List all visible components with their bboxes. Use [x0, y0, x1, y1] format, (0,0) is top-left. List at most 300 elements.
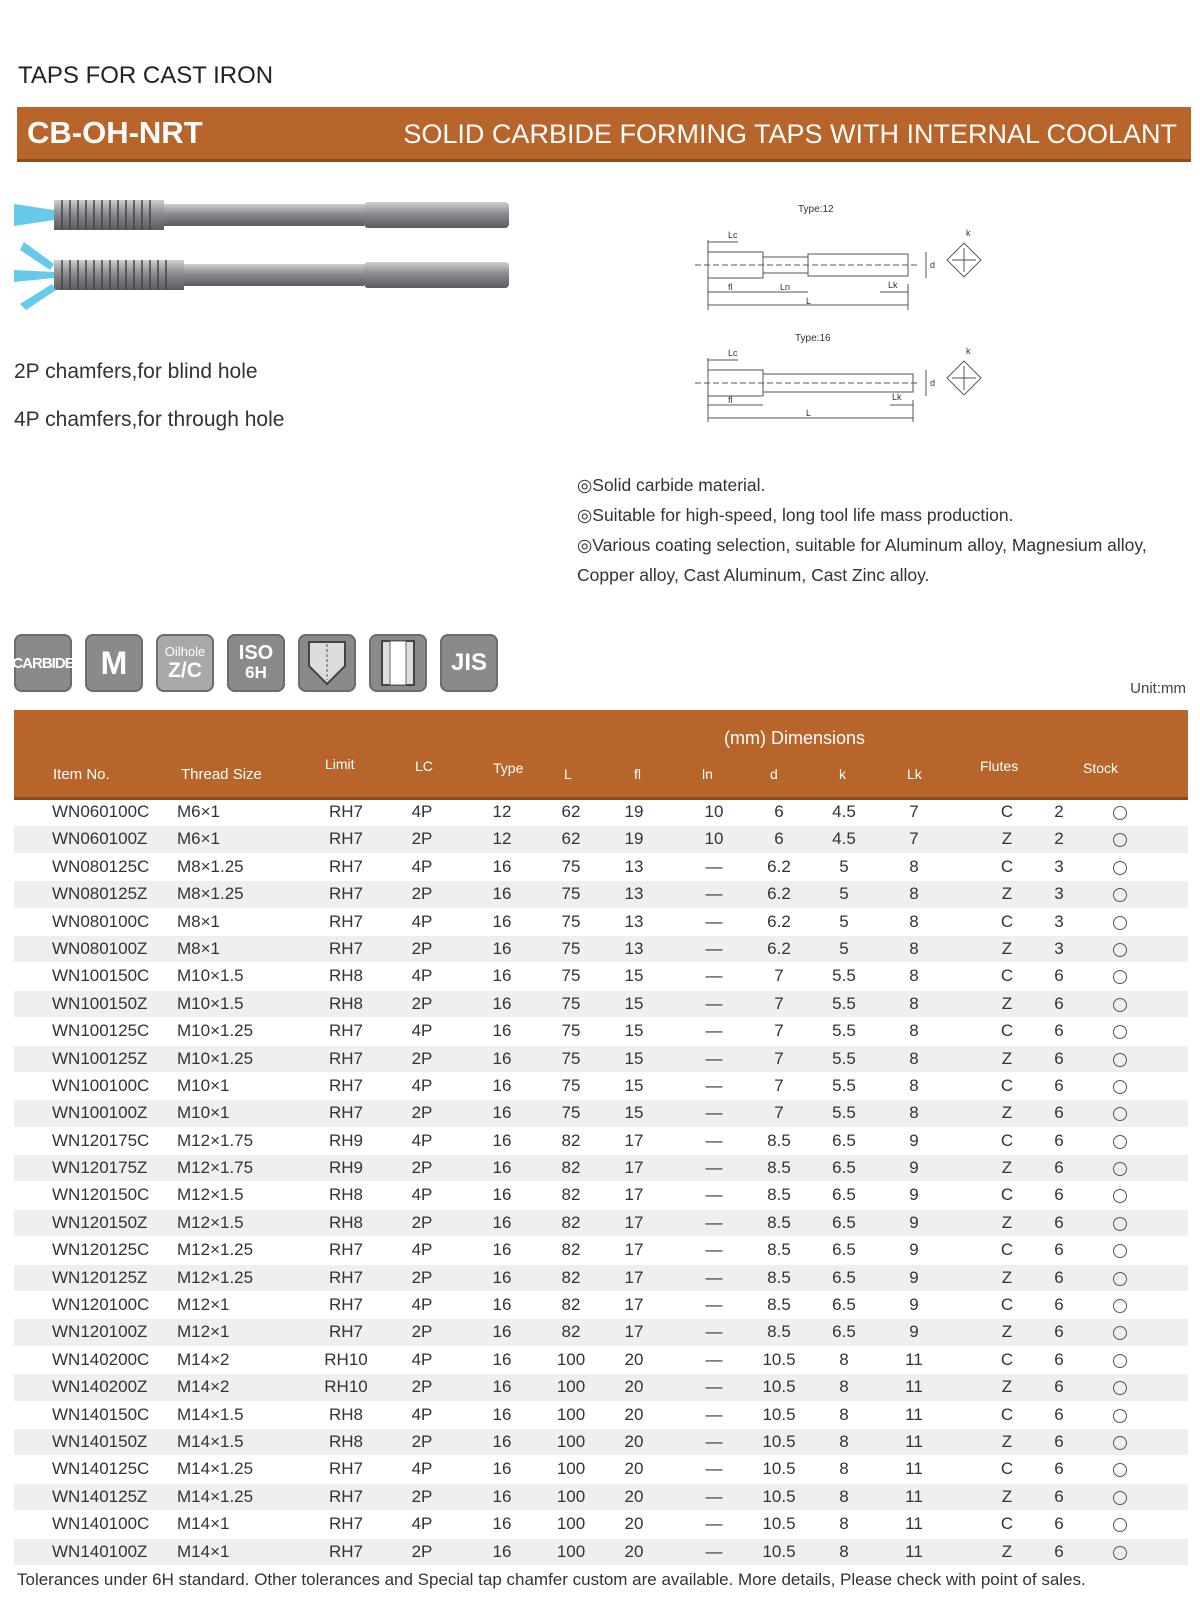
table-cell: 8.5	[767, 1240, 791, 1260]
table-cell: RH7	[328, 1048, 364, 1068]
table-cell: 6	[1054, 1404, 1064, 1424]
table-cell: M8×1.25	[177, 884, 244, 904]
table-cell: 8	[839, 1404, 849, 1424]
table-cell: 6	[1054, 1486, 1064, 1506]
table-cell: WN120175C	[52, 1130, 150, 1150]
table-cell: 16	[492, 1130, 512, 1150]
stock-circle-icon	[1113, 1135, 1127, 1149]
table-cell: 7	[774, 993, 784, 1013]
stock-circle-icon	[1113, 1491, 1127, 1505]
table-cell: 16	[492, 1048, 512, 1068]
table-cell: 10.5	[762, 1431, 796, 1451]
label-ln: Ln	[780, 282, 791, 292]
table-cell: —	[705, 1021, 723, 1041]
table-cell: WN120150C	[52, 1185, 150, 1205]
table-cell: C	[1000, 1349, 1014, 1369]
product-banner	[17, 107, 1191, 162]
table-cell: M10×1.5	[177, 966, 244, 986]
table-cell: 20	[624, 1541, 644, 1561]
unit-label: Unit:mm	[1130, 680, 1186, 697]
table-cell: 11	[905, 1377, 923, 1397]
table-row	[14, 1182, 1188, 1209]
table-cell: M6×1	[177, 802, 220, 821]
footer-note: Tolerances under 6H standard. Other tolerances and Special tap chamfer custom are available. More details, Please check with point of sales.	[17, 1570, 1086, 1589]
table-cell: 82	[561, 1322, 581, 1342]
table-cell: 2	[1054, 829, 1064, 849]
table-cell: 7	[774, 1021, 784, 1041]
table-cell: 4P	[411, 966, 433, 986]
table-cell: 100	[556, 1349, 586, 1369]
table-cell: 8	[909, 993, 919, 1013]
table-cell: M6×1	[177, 829, 220, 849]
table-cell: 2P	[411, 1212, 433, 1232]
table-cell: —	[705, 1048, 723, 1068]
table-cell: 8	[839, 1459, 849, 1479]
table-cell: 13	[624, 938, 644, 958]
table-row	[14, 1237, 1188, 1264]
table-cell: 75	[561, 856, 581, 876]
table-cell: 10.5	[762, 1349, 796, 1369]
table-cell: 7	[774, 1103, 784, 1123]
table-cell: 10.5	[762, 1486, 796, 1506]
table-cell: M14×1.25	[177, 1486, 254, 1506]
table-cell: M10×1.5	[177, 993, 244, 1013]
table-cell: RH8	[328, 1431, 364, 1451]
table-row	[14, 1511, 1188, 1538]
table-cell: 5	[839, 856, 849, 876]
table-cell: 20	[624, 1349, 644, 1369]
table-cell: WN080100Z	[52, 938, 148, 958]
table-cell: 4.5	[832, 802, 856, 821]
table-cell: 75	[561, 938, 581, 958]
table-cell: 11	[905, 1349, 923, 1369]
table-cell: 6	[1054, 1267, 1064, 1287]
table-cell: 13	[624, 911, 644, 931]
table-cell: 3	[1054, 856, 1064, 876]
table-cell: 16	[492, 911, 512, 931]
stock-circle-icon	[1113, 1162, 1127, 1176]
table-cell: WN140200C	[52, 1349, 150, 1369]
table-row	[14, 1265, 1188, 1292]
table-cell: 16	[492, 1404, 512, 1424]
table-row	[14, 1155, 1188, 1182]
table-cell: 9	[909, 1240, 919, 1260]
table-cell: C	[1000, 1459, 1014, 1479]
table-cell: 2P	[411, 884, 433, 904]
table-cell: WN120150Z	[52, 1212, 148, 1232]
table-cell: 11	[905, 1404, 923, 1424]
table-cell: 4P	[411, 911, 433, 931]
table-cell: 6.2	[767, 856, 791, 876]
table-cell: 16	[492, 856, 512, 876]
table-cell: 8	[909, 1075, 919, 1095]
table-cell: C	[1000, 966, 1014, 986]
stock-circle-icon	[1113, 1272, 1127, 1286]
table-cell: 8	[909, 856, 919, 876]
table-cell: 9	[909, 1295, 919, 1315]
col-limit: Limit	[325, 756, 355, 772]
table-row	[14, 1046, 1188, 1073]
table-cell: 75	[561, 1075, 581, 1095]
table-cell: RH7	[328, 1267, 364, 1287]
table-cell: 16	[492, 1103, 512, 1123]
table-cell: RH7	[328, 884, 364, 904]
table-cell: C	[1000, 1514, 1014, 1534]
table-cell: 75	[561, 1103, 581, 1123]
table-cell: WN140125Z	[52, 1486, 148, 1506]
table-cell: 6	[1054, 1103, 1064, 1123]
table-cell: 9	[909, 1267, 919, 1287]
table-cell: 2P	[411, 1377, 433, 1397]
table-cell: —	[705, 1322, 723, 1342]
table-cell: 2P	[411, 1267, 433, 1287]
table-cell: RH7	[328, 1021, 364, 1041]
stock-circle-icon	[1113, 1217, 1127, 1231]
label-lc-16: Lc	[728, 348, 738, 358]
table-cell: M10×1	[177, 1075, 230, 1095]
table-cell: 4P	[411, 1459, 433, 1479]
table-cell: 10.5	[762, 1459, 796, 1479]
table-cell: 6	[1054, 966, 1064, 986]
table-cell: 6	[1054, 1158, 1064, 1178]
table-cell: C	[1000, 1295, 1014, 1315]
table-row	[14, 799, 1188, 826]
type12-title: Type:12	[798, 204, 834, 215]
table-cell: 8	[839, 1486, 849, 1506]
table-cell: —	[705, 1103, 723, 1123]
table-cell: 5.5	[832, 1048, 856, 1068]
table-cell: M14×1	[177, 1514, 230, 1534]
table-cell: RH7	[328, 829, 364, 849]
table-cell: 2P	[411, 1103, 433, 1123]
table-cell: 4.5	[832, 829, 856, 849]
table-cell: 7	[774, 1075, 784, 1095]
table-cell: 20	[624, 1377, 644, 1397]
table-cell: 8.5	[767, 1185, 791, 1205]
table-cell: RH7	[328, 1103, 364, 1123]
table-cell: 10.5	[762, 1514, 796, 1534]
table-cell: 5	[839, 884, 849, 904]
table-cell: WN100125Z	[52, 1048, 148, 1068]
product-code: CB-OH-NRT	[27, 115, 203, 150]
spec-icons	[14, 634, 498, 692]
table-row	[14, 1374, 1188, 1401]
table-cell: 16	[492, 1212, 512, 1232]
stock-circle-icon	[1113, 1244, 1127, 1258]
stock-circle-icon	[1113, 1326, 1127, 1340]
table-cell: 4P	[411, 1185, 433, 1205]
table-cell: 6.5	[832, 1185, 856, 1205]
table-cell: WN140125C	[52, 1459, 150, 1479]
table-cell: 3	[1054, 911, 1064, 931]
table-cell: M12×1.75	[177, 1130, 254, 1150]
table-cell: WN120125C	[52, 1240, 150, 1260]
table-cell: RH7	[328, 1486, 364, 1506]
stock-circle-icon	[1113, 1189, 1127, 1203]
stock-circle-icon	[1113, 1080, 1127, 1094]
stock-circle-icon	[1113, 916, 1127, 930]
table-cell: 10	[704, 802, 724, 821]
table-cell: M12×1	[177, 1322, 230, 1342]
table-cell: 11	[905, 1431, 923, 1451]
table-cell: 82	[561, 1212, 581, 1232]
table-cell: WN100100C	[52, 1075, 150, 1095]
table-cell: RH7	[328, 856, 364, 876]
table-cell: RH7	[328, 1322, 364, 1342]
table-cell: 2P	[411, 1541, 433, 1561]
col-thread-size: Thread Size	[181, 766, 262, 783]
table-cell: 20	[624, 1404, 644, 1424]
type12-drawing	[695, 240, 981, 310]
table-cell: —	[705, 911, 723, 931]
stock-circle-icon	[1113, 943, 1127, 957]
table-cell: 4P	[411, 1514, 433, 1534]
table-cell: M10×1	[177, 1103, 230, 1123]
table-cell: 62	[561, 802, 581, 821]
table-cell: RH7	[328, 1075, 364, 1095]
table-cell: 100	[556, 1404, 586, 1424]
table-cell: 8	[909, 884, 919, 904]
table-cell: —	[705, 1514, 723, 1534]
dimension-diagram	[690, 200, 1020, 430]
product-subtitle: SOLID CARBIDE FORMING TAPS WITH INTERNAL COOLANT	[403, 119, 1177, 149]
table-cell: Z	[1001, 1048, 1013, 1068]
table-cell: 8.5	[767, 1130, 791, 1150]
table-cell: M8×1.25	[177, 856, 244, 876]
table-cell: M14×1.5	[177, 1431, 244, 1451]
table-row	[14, 1073, 1188, 1100]
col-type: Type	[493, 760, 524, 776]
table-row	[14, 1429, 1188, 1456]
feature-item: ◎Suitable for high-speed, long tool life mass production.	[577, 505, 1014, 525]
table-cell: 11	[905, 1541, 923, 1561]
table-cell: M8×1	[177, 911, 220, 931]
table-cell: —	[705, 1459, 723, 1479]
table-cell: M12×1	[177, 1295, 230, 1315]
table-cell: 75	[561, 993, 581, 1013]
table-cell: 6	[1054, 1130, 1064, 1150]
table-cell: 6	[1054, 1048, 1064, 1068]
table-cell: 16	[492, 1158, 512, 1178]
stock-circle-icon	[1113, 1463, 1127, 1477]
table-cell: Z	[1001, 1158, 1013, 1178]
table-cell: 15	[624, 1103, 644, 1123]
label-l: L	[806, 296, 812, 306]
metric-thread-icon: M	[85, 634, 143, 692]
table-cell: 4P	[411, 856, 433, 876]
table-cell: 2	[1054, 802, 1064, 821]
table-cell: 100	[556, 1486, 586, 1506]
stock-circle-icon	[1113, 1518, 1127, 1532]
table-cell: Z	[1001, 1103, 1013, 1123]
table-cell: 6.5	[832, 1158, 856, 1178]
table-cell: 5.5	[832, 1021, 856, 1041]
table-cell: 19	[624, 802, 644, 821]
label-k: k	[966, 228, 971, 238]
table-cell: 100	[556, 1514, 586, 1534]
table-cell: 6.5	[832, 1295, 856, 1315]
table-cell: 8	[839, 1349, 849, 1369]
table-cell: C	[1000, 1240, 1014, 1260]
table-cell: —	[705, 1075, 723, 1095]
table-cell: 8.5	[767, 1295, 791, 1315]
table-cell: 16	[492, 1240, 512, 1260]
table-cell: RH8	[328, 993, 364, 1013]
type16-drawing	[695, 358, 981, 422]
spec-table-body	[14, 799, 1188, 1566]
table-cell: C	[1000, 1404, 1014, 1424]
table-cell: —	[705, 1185, 723, 1205]
table-cell: WN140150C	[52, 1404, 150, 1424]
table-cell: —	[705, 1158, 723, 1178]
table-cell: 3	[1054, 938, 1064, 958]
table-cell: 100	[556, 1431, 586, 1451]
stock-circle-icon	[1113, 861, 1127, 875]
stock-circle-icon	[1113, 833, 1127, 847]
table-cell: 16	[492, 1295, 512, 1315]
table-cell: 7	[909, 802, 919, 821]
table-cell: —	[705, 1349, 723, 1369]
table-cell: 8	[839, 1514, 849, 1534]
feature-item: ◎Solid carbide material.	[577, 475, 766, 495]
table-cell: 82	[561, 1158, 581, 1178]
table-cell: —	[705, 966, 723, 986]
table-cell: 8.5	[767, 1212, 791, 1232]
table-cell: —	[705, 1404, 723, 1424]
table-cell: 15	[624, 1075, 644, 1095]
stock-circle-icon	[1113, 998, 1127, 1012]
table-cell: RH7	[328, 1514, 364, 1534]
table-cell: 6	[1054, 1431, 1064, 1451]
table-row	[14, 826, 1188, 853]
table-cell: 10.5	[762, 1404, 796, 1424]
table-cell: M12×1.5	[177, 1185, 244, 1205]
label-l-16: L	[806, 408, 812, 418]
table-cell: 17	[624, 1130, 644, 1150]
table-cell: 16	[492, 1322, 512, 1342]
table-cell: 16	[492, 1349, 512, 1369]
table-cell: 4P	[411, 1240, 433, 1260]
table-cell: 11	[905, 1459, 923, 1479]
table-cell: 6	[774, 829, 784, 849]
table-cell: 6.2	[767, 911, 791, 931]
label-d: d	[930, 260, 936, 270]
table-cell: 6	[1054, 1349, 1064, 1369]
table-cell: M14×2	[177, 1377, 230, 1397]
table-cell: Z	[1001, 1541, 1013, 1561]
table-cell: 20	[624, 1459, 644, 1479]
table-cell: —	[705, 1267, 723, 1287]
table-row	[14, 1292, 1188, 1319]
note-4p: 4P chamfers,for through hole	[14, 408, 285, 431]
table-cell: 8	[909, 911, 919, 931]
table-cell: 8	[839, 1541, 849, 1561]
table-cell: WN140100C	[52, 1514, 150, 1534]
table-row	[14, 1100, 1188, 1127]
tap-product-image	[14, 192, 524, 317]
table-cell: 4P	[411, 1075, 433, 1095]
table-row	[14, 1456, 1188, 1483]
table-row	[14, 1539, 1188, 1566]
table-cell: —	[705, 1541, 723, 1561]
table-cell: 8	[909, 1048, 919, 1068]
table-cell: RH8	[328, 1185, 364, 1205]
label-fl-16: fl	[728, 395, 733, 405]
table-cell: RH8	[328, 1404, 364, 1424]
table-cell: 2P	[411, 1322, 433, 1342]
table-cell: 4P	[411, 1295, 433, 1315]
table-cell: 16	[492, 1459, 512, 1479]
label-lk-16: Lk	[892, 392, 902, 402]
table-cell: 6	[1054, 1514, 1064, 1534]
table-cell: 16	[492, 1486, 512, 1506]
table-cell: —	[705, 1295, 723, 1315]
table-cell: Z	[1001, 1322, 1013, 1342]
table-cell: 3	[1054, 884, 1064, 904]
table-cell: 16	[492, 1431, 512, 1451]
oilhole-icon: Oilhole Z/C	[156, 634, 214, 692]
table-cell: 6	[1054, 1377, 1064, 1397]
table-cell: 4P	[411, 1021, 433, 1041]
table-cell: 8	[909, 966, 919, 986]
table-cell: 6.2	[767, 938, 791, 958]
table-cell: WN100125C	[52, 1021, 150, 1041]
table-cell: 5	[839, 938, 849, 958]
table-cell: 8	[839, 1377, 849, 1397]
table-cell: RH10	[324, 1377, 368, 1397]
col-l: L	[564, 766, 572, 782]
table-cell: 17	[624, 1322, 644, 1342]
table-cell: —	[705, 856, 723, 876]
table-cell: 17	[624, 1295, 644, 1315]
table-header	[14, 710, 1188, 800]
table-cell: WN140100Z	[52, 1541, 148, 1561]
table-cell: 82	[561, 1185, 581, 1205]
table-cell: 13	[624, 856, 644, 876]
table-cell: 5.5	[832, 1075, 856, 1095]
table-cell: WN140200Z	[52, 1377, 148, 1397]
table-cell: C	[1000, 856, 1014, 876]
table-cell: 6	[1054, 1295, 1064, 1315]
table-cell: 7	[774, 966, 784, 986]
table-cell: 15	[624, 1048, 644, 1068]
table-row	[14, 963, 1188, 990]
table-cell: 6	[1054, 993, 1064, 1013]
table-cell: 6	[1054, 1185, 1064, 1205]
stock-circle-icon	[1113, 1381, 1127, 1395]
table-cell: 7	[774, 1048, 784, 1068]
feature-item: Copper alloy, Cast Aluminum, Cast Zinc alloy.	[577, 565, 930, 585]
table-cell: 10	[704, 829, 724, 849]
table-cell: 9	[909, 1130, 919, 1150]
table-cell: Z	[1001, 884, 1013, 904]
table-cell: WN060100Z	[52, 829, 148, 849]
table-cell: Z	[1001, 1212, 1013, 1232]
table-cell: RH7	[328, 1459, 364, 1479]
table-cell: RH9	[328, 1130, 364, 1150]
table-cell: 8	[839, 1431, 849, 1451]
stock-circle-icon	[1113, 1436, 1127, 1450]
table-cell: 4P	[411, 1404, 433, 1424]
table-cell: 7	[909, 829, 919, 849]
table-cell: M12×1.75	[177, 1158, 254, 1178]
table-row	[14, 1128, 1188, 1155]
table-cell: Z	[1001, 1377, 1013, 1397]
table-cell: 15	[624, 1021, 644, 1041]
table-cell: 75	[561, 966, 581, 986]
table-cell: RH7	[328, 1295, 364, 1315]
table-cell: M12×1.25	[177, 1267, 254, 1287]
